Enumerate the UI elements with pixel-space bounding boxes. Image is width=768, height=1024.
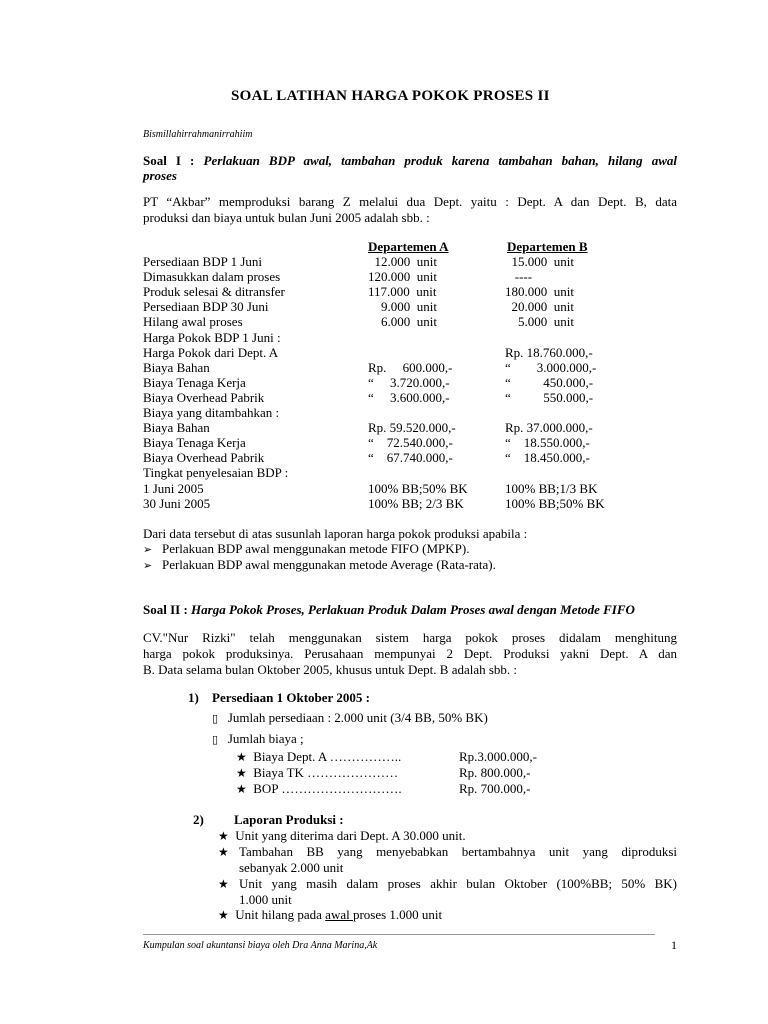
soal2-intro-line1: CV."Nur Rizki" telah menggunakan sistem harga pokok proses didalam menghitung: [143, 630, 677, 645]
cost-value-2: Rp. 800.000,-: [459, 765, 531, 780]
soal2-label: Soal II :: [143, 602, 188, 617]
col-header-dept-b: Departemen B: [507, 239, 588, 254]
cost-label: Biaya Dept. A ……………..: [253, 749, 402, 764]
item2-bullet-2-line1: Tambahan BB yang menyebabkan bertambahnya unit yang diproduksi: [239, 844, 677, 859]
item2-bullet-2-line2: sebanyak 2.000 unit: [239, 860, 344, 875]
item2-bullet-1-text: Unit yang diterima dari Dept. A 30.000 unit.: [235, 828, 466, 843]
table-cell-dept-b: Rp. 18.760.000,-: [505, 345, 593, 360]
star-bullet-icon: ★: [218, 845, 229, 859]
table-cell-dept-a: 100% BB; 2/3 BK: [368, 496, 464, 511]
table-row-label: 1 Juni 2005: [143, 481, 204, 496]
soal1-heading: [143, 153, 677, 168]
page-title: SOAL LATIHAN HARGA POKOK PROSES II: [231, 88, 550, 104]
star-bullet-icon: ★: [218, 877, 229, 891]
table-row-label: Persediaan BDP 30 Juni: [143, 299, 269, 314]
bismillah-text: Bismillahirrahmanirrahiim: [143, 129, 253, 140]
soal1-heading-line2: proses: [143, 168, 177, 183]
star-bullet-icon: ★: [236, 782, 247, 796]
table-cell-dept-a: “ 72.540.000,-: [368, 435, 453, 450]
soal1-intro-line2: produksi dan biaya untuk bulan Juni 2005 adalah sbb. :: [143, 210, 430, 225]
table-cell-dept-b: Rp. 37.000.000,-: [505, 420, 593, 435]
item2-bullet-3-line1: Unit yang masih dalam proses akhir bulan Oktober (100%BB; 50% BK): [239, 876, 677, 891]
table-cell-dept-b: 100% BB;50% BK: [505, 496, 605, 511]
item2-bullet-4: [218, 907, 442, 923]
arrow-bullet-icon: ➢: [143, 559, 153, 572]
table-cell-dept-a: 6.000 unit: [368, 314, 437, 329]
footer-text: Kumpulan soal akuntansi biaya oleh Dra Anna Marina,Ak: [143, 940, 378, 951]
soal1-heading-line1: Perlakuan BDP awal, tambahan produk karena tambahan bahan, hilang awal: [203, 153, 678, 168]
cost-line-2: [236, 765, 398, 781]
soal2-intro-line3: B. Data selama bulan Oktober 2005, khusus untuk Dept. B adalah sbb. :: [143, 662, 518, 677]
cost-value-1: Rp.3.000.000,-: [459, 749, 537, 764]
table-row-label: Tingkat penyelesaian BDP :: [143, 465, 289, 480]
star-bullet-icon: ★: [218, 829, 229, 843]
table-row-label: Biaya Tenaga Kerja: [143, 375, 246, 390]
table-cell-dept-b: “ 550.000,-: [505, 390, 594, 405]
arrow-bullet-icon: ➢: [143, 543, 153, 556]
box-bullet-icon: ▯: [212, 712, 219, 725]
table-cell-dept-a: 120.000 unit: [368, 269, 437, 284]
item1-sub2-text: Jumlah biaya ;: [227, 731, 304, 746]
table-cell-dept-b: ----: [505, 269, 533, 284]
bullet-text: Perlakuan BDP awal menggunakan metode Average (Rata-rata).: [161, 557, 496, 572]
table-cell-dept-a: “ 67.740.000,-: [368, 450, 453, 465]
item1-sub1: [212, 710, 488, 726]
soal2-heading-text: Harga Pokok Proses, Perlakuan Produk Dalam Proses awal dengan Metode FIFO: [191, 602, 635, 617]
item1-title: Persediaan 1 Oktober 2005 :: [212, 690, 370, 705]
cost-value-3: Rp. 700.000,-: [459, 781, 531, 796]
table-cell-dept-b: 180.000 unit: [505, 284, 574, 299]
page-number: 1: [671, 938, 677, 952]
box-bullet-icon: ▯: [212, 733, 219, 746]
soal2-intro-line2: harga pokok produksinya. Perusahaan mempunyai 2 Dept. Produksi yakni Dept. A dan: [143, 646, 677, 661]
item2-number: 2): [193, 812, 204, 827]
item1-sub2: [212, 731, 304, 747]
table-cell-dept-b: 5.000 unit: [505, 314, 574, 329]
soal1-bullet-1: [143, 541, 469, 557]
table-row-label: Biaya Tenaga Kerja: [143, 435, 246, 450]
table-row-label: Persediaan BDP 1 Juni: [143, 254, 263, 269]
table-cell-dept-b: 100% BB;1/3 BK: [505, 481, 598, 496]
table-cell-dept-a: 9.000 unit: [368, 299, 437, 314]
cost-label: Biaya TK …………………: [253, 765, 399, 780]
table-cell-dept-a: Rp. 600.000,-: [368, 360, 453, 375]
table-row-label: Harga Pokok dari Dept. A: [143, 345, 279, 360]
table-row-label: Biaya Overhead Pabrik: [143, 450, 265, 465]
star-bullet-icon: ★: [236, 766, 247, 780]
soal1-intro-line1: PT “Akbar” memproduksi barang Z melalui dua Dept. yaitu : Dept. A dan Dept. B, data: [143, 194, 677, 209]
cost-line-1: [236, 749, 401, 765]
star-bullet-icon: ★: [218, 908, 229, 922]
item2-bullet-1: [218, 828, 466, 844]
table-cell-dept-a: 100% BB;50% BK: [368, 481, 468, 496]
table-cell-dept-a: “ 3.720.000,-: [368, 375, 450, 390]
table-cell-dept-b: “ 18.450.000,-: [505, 450, 590, 465]
table-cell-dept-b: 15.000 unit: [505, 254, 574, 269]
col-header-dept-a: Departemen A: [368, 239, 449, 254]
table-cell-dept-a: 117.000 unit: [368, 284, 437, 299]
table-row-label: Produk selesai & ditransfer: [143, 284, 285, 299]
soal2-heading: [143, 602, 635, 617]
table-cell-dept-b: 20.000 unit: [505, 299, 574, 314]
table-row-label: Biaya Overhead Pabrik: [143, 390, 265, 405]
item2-bullet-4-underlined: awal: [325, 907, 353, 922]
table-row-label: Hilang awal proses: [143, 314, 243, 329]
item2-bullet-3-line2: 1.000 unit: [239, 892, 292, 907]
item1-sub1-text: Jumlah persediaan : 2.000 unit (3/4 BB, 50% BK): [227, 710, 488, 725]
table-row-label: Dimasukkan dalam proses: [143, 269, 281, 284]
table-row-label: Harga Pokok BDP 1 Juni :: [143, 330, 281, 345]
table-row-label: Biaya Bahan: [143, 360, 210, 375]
item2-bullet-4-pre: Unit hilang pada: [235, 907, 326, 922]
soal1-bullet-2: [143, 557, 496, 573]
table-row-label: Biaya Bahan: [143, 420, 210, 435]
table-cell-dept-a: 12.000 unit: [368, 254, 437, 269]
table-cell-dept-b: “ 450.000,-: [505, 375, 594, 390]
item1-number: 1): [188, 690, 199, 705]
item2-bullet-4-post: proses 1.000 unit: [352, 907, 443, 922]
table-cell-dept-a: “ 3.600.000,-: [368, 390, 450, 405]
table-row-label: 30 Juni 2005: [143, 496, 211, 511]
cost-label: BOP ……………………….: [253, 781, 402, 796]
soal1-question: Dari data tersebut di atas susunlah laporan harga pokok produksi apabila :: [143, 526, 528, 541]
table-cell-dept-a: Rp. 59.520.000,-: [368, 420, 456, 435]
star-bullet-icon: ★: [236, 750, 247, 764]
item2-title: Laporan Produksi :: [234, 812, 344, 827]
table-cell-dept-b: “ 3.000.000,-: [505, 360, 597, 375]
footer-divider: [143, 934, 655, 935]
table-row-label: Biaya yang ditambahkan :: [143, 405, 280, 420]
cost-line-3: [236, 781, 402, 797]
bullet-text: Perlakuan BDP awal menggunakan metode FIFO (MPKP).: [161, 541, 470, 556]
soal1-label: Soal I :: [143, 153, 195, 168]
table-cell-dept-b: “ 18.550.000,-: [505, 435, 590, 450]
